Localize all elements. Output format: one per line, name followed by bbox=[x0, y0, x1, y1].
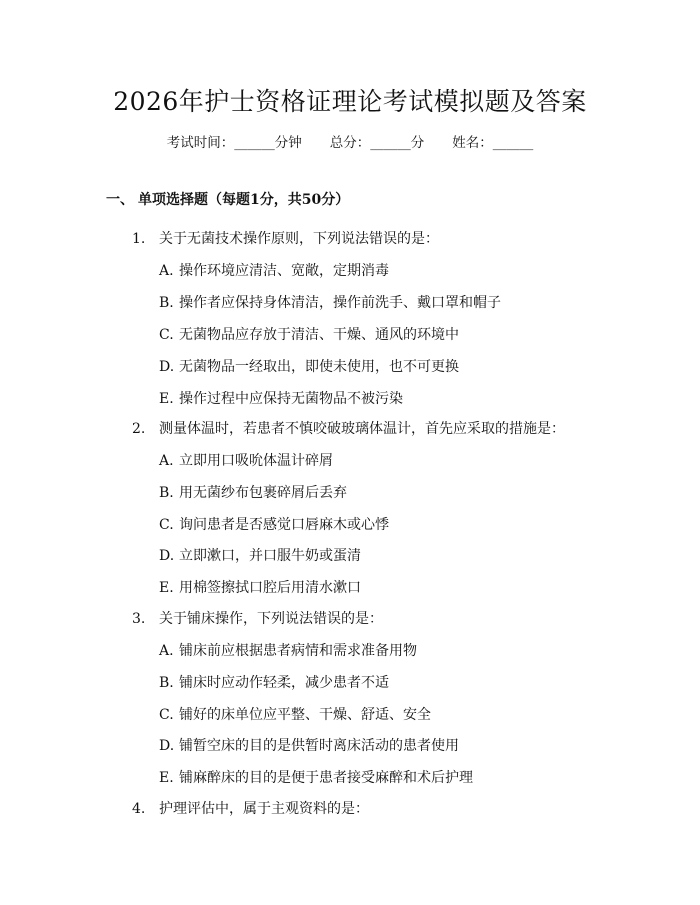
option-text: 立即漱口，并口服牛奶或蛋清 bbox=[179, 548, 361, 564]
option-3b bbox=[159, 672, 389, 692]
exam-meta bbox=[0, 131, 700, 151]
option-text: 用棉签擦拭口腔后用清水漱口 bbox=[179, 580, 361, 596]
option-text: 询问患者是否感觉口唇麻木或心悸 bbox=[179, 517, 389, 533]
option-letter: A. bbox=[159, 453, 174, 469]
option-text: 操作过程中应保持无菌物品不被污染 bbox=[179, 391, 403, 407]
option-1c bbox=[159, 324, 459, 344]
option-letter: C. bbox=[159, 327, 174, 343]
name-label: 姓名：______ bbox=[452, 135, 534, 151]
option-1d bbox=[159, 356, 459, 376]
option-3c bbox=[159, 704, 431, 724]
question-1 bbox=[132, 228, 439, 248]
option-text: 操作环境应清洁、宽敞，定期消毒 bbox=[179, 263, 389, 279]
option-text: 用无菌纱布包裹碎屑后丢弃 bbox=[179, 485, 347, 501]
exam-time-label: 考试时间：______分钟 bbox=[166, 135, 302, 151]
option-letter: E. bbox=[159, 580, 174, 596]
document-title: 2026年护士资格证理论考试模拟题及答案 bbox=[113, 87, 587, 116]
option-letter: E. bbox=[159, 391, 174, 407]
option-1a bbox=[159, 260, 389, 280]
option-letter: E. bbox=[159, 770, 174, 786]
option-text: 立即用口吸吮体温计碎屑 bbox=[179, 453, 333, 469]
section-title: 单项选择题（每题1分，共50分） bbox=[138, 192, 350, 208]
option-text: 无菌物品应存放于清洁、干燥、通风的环境中 bbox=[179, 327, 459, 343]
option-text: 操作者应保持身体清洁，操作前洗手、戴口罩和帽子 bbox=[179, 295, 501, 311]
option-letter: B. bbox=[159, 295, 174, 311]
question-stem: 关于无菌技术操作原则，下列说法错误的是： bbox=[159, 231, 439, 247]
option-letter: D. bbox=[159, 359, 175, 375]
option-letter: B. bbox=[159, 485, 174, 501]
option-letter: A. bbox=[159, 643, 174, 659]
option-text: 铺床时应动作轻柔，减少患者不适 bbox=[179, 675, 389, 691]
question-3 bbox=[132, 608, 383, 628]
option-letter: C. bbox=[159, 517, 174, 533]
option-letter: D. bbox=[159, 548, 175, 564]
option-letter: C. bbox=[159, 707, 174, 723]
option-letter: A. bbox=[159, 263, 174, 279]
option-2e bbox=[159, 577, 361, 597]
option-text: 铺好的床单位应平整、干燥、舒适、安全 bbox=[179, 707, 431, 723]
question-stem: 护理评估中，属于主观资料的是： bbox=[159, 801, 369, 817]
question-number: 3. bbox=[132, 611, 146, 627]
option-1b bbox=[159, 292, 501, 312]
question-number: 1. bbox=[132, 231, 146, 247]
question-stem: 关于铺床操作，下列说法错误的是： bbox=[159, 611, 383, 627]
option-letter: D. bbox=[159, 738, 175, 754]
option-2a bbox=[159, 450, 333, 470]
option-3d bbox=[159, 735, 459, 755]
option-text: 铺床前应根据患者病情和需求准备用物 bbox=[179, 643, 417, 659]
question-number: 2. bbox=[132, 421, 146, 437]
question-number: 4. bbox=[132, 801, 146, 817]
option-3a bbox=[159, 640, 417, 660]
option-text: 铺暂空床的目的是供暂时离床活动的患者使用 bbox=[179, 738, 459, 754]
option-text: 铺麻醉床的目的是便于患者接受麻醉和术后护理 bbox=[179, 770, 473, 786]
question-stem: 测量体温时，若患者不慎咬破玻璃体温计，首先应采取的措施是： bbox=[159, 421, 565, 437]
option-1e bbox=[159, 388, 403, 408]
section-heading bbox=[106, 189, 349, 209]
question-4 bbox=[132, 798, 369, 818]
option-2c bbox=[159, 514, 389, 534]
section-number: 一、 bbox=[106, 192, 134, 208]
option-letter: B. bbox=[159, 675, 174, 691]
option-text: 无菌物品一经取出，即使未使用，也不可更换 bbox=[179, 359, 459, 375]
option-2d bbox=[159, 545, 361, 565]
question-2 bbox=[132, 418, 565, 438]
option-3e bbox=[159, 767, 473, 787]
option-2b bbox=[159, 482, 347, 502]
total-score-label: 总分：______分 bbox=[329, 135, 425, 151]
